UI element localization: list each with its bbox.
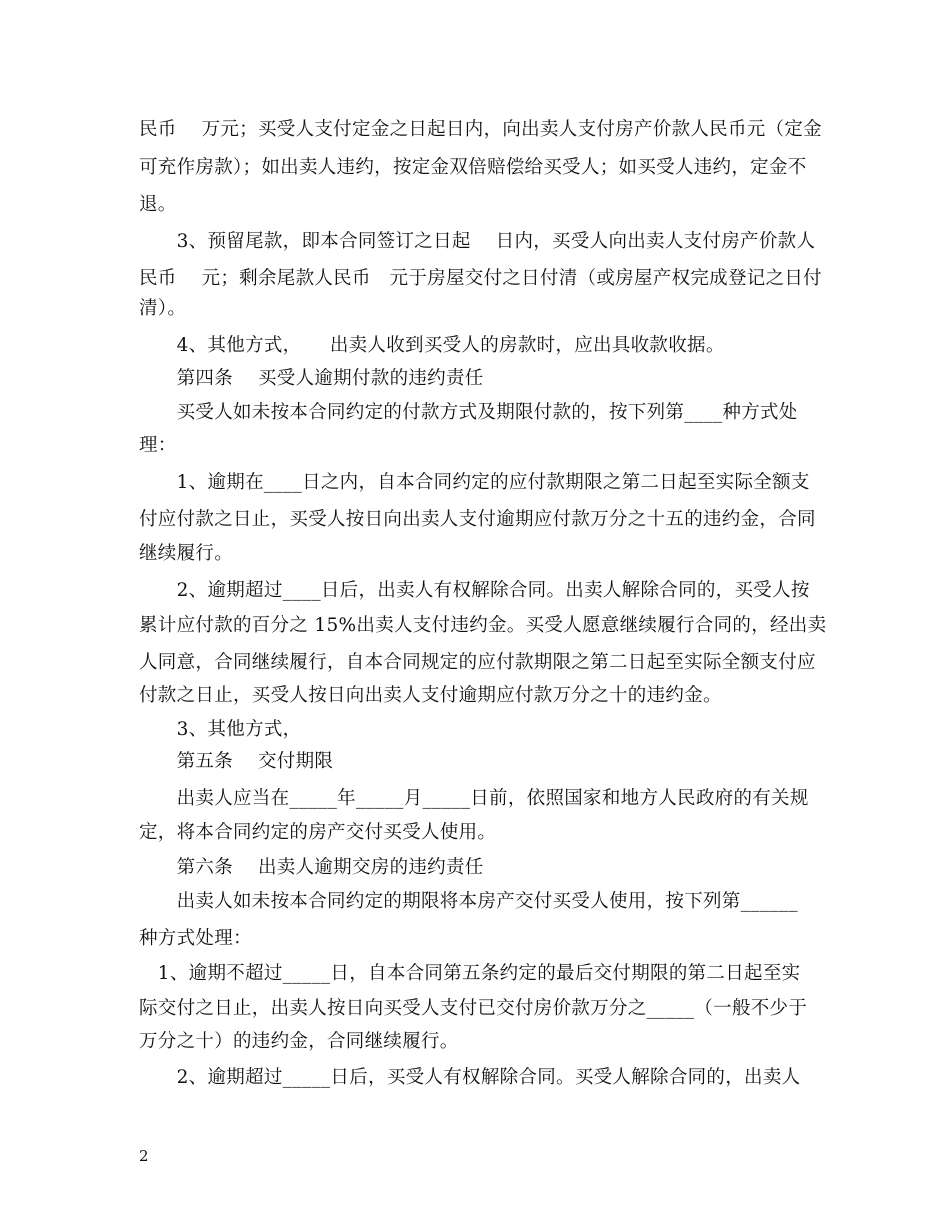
text-line: 民币 万元；买受人支付定金之日起日内，向出卖人支付房产价款人民币元（定金 (139, 119, 822, 140)
text-line: 3、其他方式， (139, 719, 302, 740)
article-heading: 第四条 买受人逾期付款的违约责任 (139, 368, 484, 389)
text-line: 买受人如未按本合同约定的付款方式及期限付款的，按下列第____种方式处 (139, 402, 798, 423)
text-line: 种方式处理： (139, 928, 252, 949)
text-line: 际交付之日止，出卖人按日向买受人支付已交付房价款万分之_____（一般不少于 (139, 998, 808, 1019)
text-line: 付款之日止，买受人按日向出卖人支付逾期应付款万分之十的违约金。 (139, 685, 722, 706)
text-line: 付应付款之日止，买受人按日向出卖人支付逾期应付款万分之十五的违约金，合同 (139, 509, 816, 530)
text-line: 继续履行。 (139, 543, 234, 564)
text-line: 定，将本合同约定的房产交付买受人使用。 (139, 822, 497, 843)
article-heading: 第六条 出卖人逾期交房的违约责任 (139, 857, 484, 878)
text-line: 万分之十）的违约金，合同继续履行。 (139, 1031, 459, 1052)
text-line: 累计应付款的百分之 15%出卖人支付违约金。买受人愿意继续履行合同的，经出卖 (139, 615, 827, 636)
text-line: 退。 (139, 194, 177, 215)
text-line: 民币 元；剩余尾款人民币 元于房屋交付之日付清（或房屋产权完成登记之日付 (139, 268, 822, 289)
text-line: 出卖人应当在_____年_____月_____日前，依照国家和地方人民政府的有关规 (139, 788, 809, 809)
text-line: 3、预留尾款，即本合同签订之日起 日内，买受人向出卖人支付房产价款人 (139, 231, 816, 252)
text-line: 出卖人如未按本合同约定的期限将本房产交付买受人使用，按下列第______ (139, 891, 798, 912)
text-line: 4、其他方式， 出卖人收到买受人的房款时，应出具收款收据。 (139, 335, 725, 356)
text-line: 人同意，合同继续履行，自本合同规定的应付款期限之第二日起至实际全额支付应 (139, 652, 816, 673)
article-heading: 第五条 交付期限 (139, 751, 334, 772)
text-line: 1、逾期不超过_____日，自本合同第五条约定的最后交付期限的第二日起至实 (139, 963, 801, 984)
text-line: 1、逾期在____日之内，自本合同约定的应付款期限之第二日起至实际全额支 (139, 472, 810, 493)
text-line: 2、逾期超过____日后，出卖人有权解除合同。出卖人解除合同的，买受人按 (139, 580, 810, 601)
text-line: 可充作房款）；如出卖人违约，按定金双倍赔偿给买受人；如买受人违约，定金不 (139, 157, 807, 178)
text-line: 清）。 (139, 298, 187, 319)
text-line: 2、逾期超过_____日后，买受人有权解除合同。买受人解除合同的，出卖人 (139, 1067, 801, 1088)
text-line: 理： (139, 435, 177, 456)
page-number: 2 (139, 1147, 149, 1165)
